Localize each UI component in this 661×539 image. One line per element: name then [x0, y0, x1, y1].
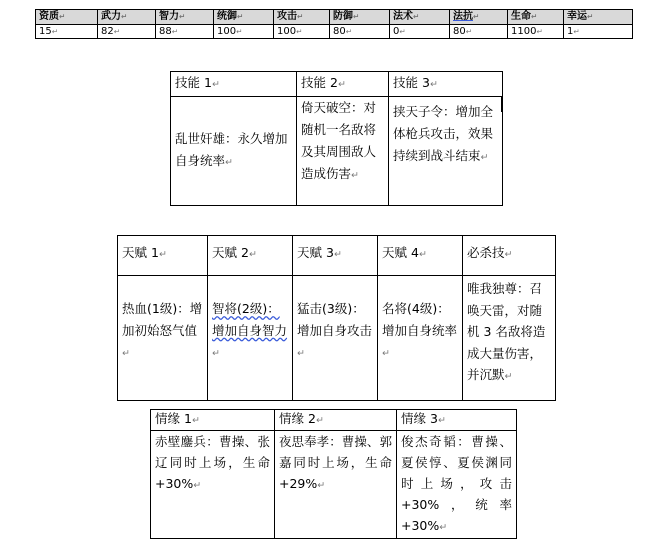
talent-cell: 唯我独尊：召唤天雷，对随机 3 名敌将造成大量伤害，并沉默↵ — [463, 276, 556, 401]
stats-header-cell: 生命↵ — [508, 10, 564, 25]
stats-value-cell: 88↵ — [156, 25, 214, 39]
bonds-table — [150, 409, 517, 539]
skills-header-row — [171, 72, 503, 97]
stats-value-cell: 100↵ — [214, 25, 274, 39]
skill-header-cell: 技能 1↵ — [171, 72, 297, 97]
talent-cell: 名将(4级)：增加自身统率↵ — [378, 276, 463, 401]
talent-cell: 猛击(3级)：增加自身攻击↵ — [293, 276, 378, 401]
talent-cell: 智将(2级)：增加自身智力↵ — [208, 276, 293, 401]
stats-header-cell: 法抗↵ — [450, 10, 508, 25]
stats-value-cell: 80↵ — [330, 25, 390, 39]
stats-header-cell: 资质↵ — [36, 10, 98, 25]
stats-value-cell: 0↵ — [390, 25, 450, 39]
stats-value-cell: 100↵ — [274, 25, 330, 39]
bond-header-cell: 情缘 1↵ — [151, 410, 275, 431]
stats-value-cell: 80↵ — [450, 25, 508, 39]
talent-header-cell: 天赋 4↵ — [378, 236, 463, 276]
skill-cell: 乱世奸雄：永久增加自身统率↵ — [171, 97, 297, 206]
stats-value-cell: 82↵ — [98, 25, 156, 39]
bonds-body-row — [151, 431, 517, 539]
stats-header-row — [36, 10, 633, 25]
stats-value-cell: 1100↵ — [508, 25, 564, 39]
talent-cell: 热血(1级)：增加初始怒气值↵ — [118, 276, 208, 401]
stats-header-cell: 法术↵ — [390, 10, 450, 25]
skill-header-cell: 技能 3↵ — [389, 72, 503, 97]
stats-header-cell: 幸运↵ — [564, 10, 633, 25]
skills-table — [170, 71, 503, 206]
stats-header-cell: 统御↵ — [214, 10, 274, 25]
skill-header-cell: 技能 2↵ — [297, 72, 389, 97]
talents-body-row — [118, 276, 556, 401]
skills-body-row — [171, 97, 503, 206]
talents-header-row — [118, 236, 556, 276]
skill-cell: 挟天子令：增加全体枪兵攻击，效果持续到战斗结束↵ — [389, 97, 503, 206]
stats-value-cell: 1↵ — [564, 25, 633, 39]
bond-cell: 俊杰奇韬：曹操、夏侯惇、夏侯渊同时上场，攻击+30%，统率+30%↵ — [397, 431, 517, 539]
stats-header-cell: 防御↵ — [330, 10, 390, 25]
bond-cell: 夜思奉孝：曹操、郭嘉同时上场，生命+29%↵ — [275, 431, 397, 539]
stats-header-cell: 武力↵ — [98, 10, 156, 25]
table-edge-line — [501, 96, 502, 112]
talent-header-cell: 必杀技↵ — [463, 236, 556, 276]
stats-header-cell: 攻击↵ — [274, 10, 330, 25]
stats-value-row — [36, 25, 633, 39]
bond-cell: 赤壁鏖兵：曹操、张辽同时上场，生命+30%↵ — [151, 431, 275, 539]
stats-table — [35, 9, 633, 39]
skill-cell: 倚天破空：对随机一名敌将及其周围敌人造成伤害↵ — [297, 97, 389, 206]
bond-header-cell: 情缘 2↵ — [275, 410, 397, 431]
bond-header-cell: 情缘 3↵ — [397, 410, 517, 431]
talent-header-cell: 天赋 1↵ — [118, 236, 208, 276]
bonds-header-row — [151, 410, 517, 431]
stats-value-cell: 15↵ — [36, 25, 98, 39]
talent-header-cell: 天赋 3↵ — [293, 236, 378, 276]
talents-table — [117, 235, 556, 401]
stats-header-cell: 智力↵ — [156, 10, 214, 25]
talent-header-cell: 天赋 2↵ — [208, 236, 293, 276]
